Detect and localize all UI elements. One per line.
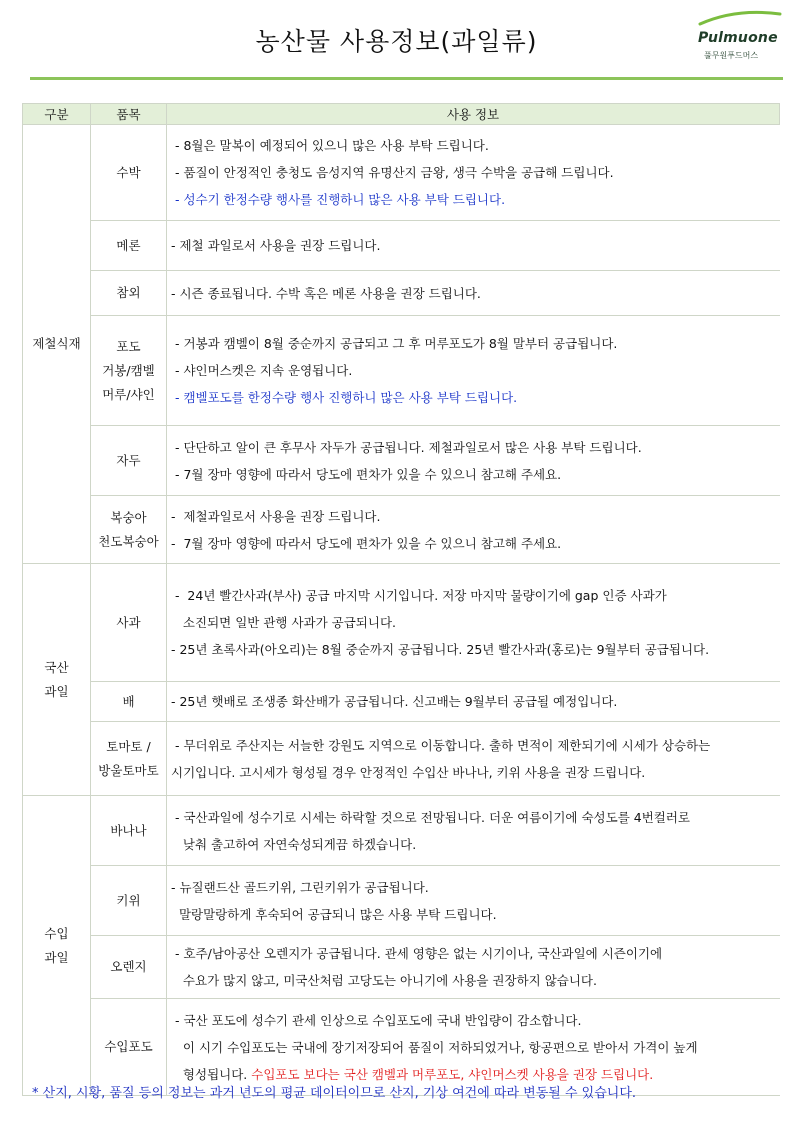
info-line	[171, 1034, 778, 1061]
table-row	[23, 221, 780, 271]
info-text: - 품질이 안정적인 충청도 음성지역 유명산지 금왕, 생극 수박을 공급해 드립니다.	[171, 165, 614, 180]
item-cell	[91, 866, 167, 936]
info-text: 수요가 많지 않고, 미국산처럼 고당도는 아니기에 사용을 권장하지 않습니다.	[171, 973, 597, 988]
info-line	[171, 132, 778, 159]
category-label: 제철식재	[32, 336, 81, 351]
info-text: - 단단하고 알이 큰 후무사 자두가 공급됩니다. 제철과일로서 많은 사용 부탁 드립니다.	[171, 439, 642, 455]
info-text: - 국산과일에 성수기로 시세는 하락할 것으로 전망됩니다. 더운 여름이기에 숙성도를 4번컬러로	[171, 809, 690, 825]
item-label: 방울토마토	[98, 762, 159, 778]
info-line	[171, 609, 778, 636]
fruit-info-table	[22, 103, 780, 1096]
info-line	[171, 461, 778, 488]
info-cell	[167, 866, 780, 936]
info-line	[171, 384, 778, 411]
item-cell	[91, 999, 167, 1096]
info-highlight-text: 수입포도 보다는 국산 캠벨과 머루포도, 샤인머스켓 사용을 권장 드립니다.	[251, 1066, 654, 1082]
header-divider	[30, 77, 783, 80]
info-cell	[167, 796, 780, 866]
info-line	[171, 901, 778, 928]
item-label: 거봉/캠벨	[102, 362, 155, 378]
item-cell	[91, 722, 167, 796]
item-label: 키위	[116, 892, 141, 908]
info-text: - 제철과일로서 사용을 권장 드립니다.	[171, 508, 381, 524]
info-text: 낮춰 출고하여 자연숙성되게끔 하겠습니다.	[171, 836, 417, 852]
info-text: - 7월 장마 영향에 따라서 당도에 편차가 있을 수 있으니 참고해 주세요.	[171, 466, 562, 482]
info-cell	[167, 125, 780, 221]
info-cell	[167, 271, 780, 316]
table-row	[23, 496, 780, 564]
info-line	[171, 688, 778, 715]
item-label: 자두	[116, 452, 141, 468]
item-cell	[91, 796, 167, 866]
table-row	[23, 866, 780, 936]
item-cell	[91, 564, 167, 682]
item-cell	[91, 936, 167, 999]
info-line	[171, 804, 778, 831]
item-label: 바나나	[110, 822, 147, 838]
info-text: 시기입니다. 고시세가 형성될 경우 안정적인 수입산 바나나, 키위 사용을 권장 드립니다.	[171, 764, 646, 780]
info-text: - 거봉과 캠벨이 8월 중순까지 공급되고 그 후 머루포도가 8월 말부터 공급됩니다.	[171, 336, 618, 351]
item-cell	[91, 125, 167, 221]
item-label: 토마토 /	[106, 738, 151, 754]
item-label: 참외	[116, 285, 141, 300]
item-cell	[91, 496, 167, 564]
info-line	[171, 582, 778, 609]
table-row	[23, 796, 780, 866]
column-header-category: 구분	[23, 104, 91, 125]
info-line	[171, 357, 778, 384]
item-label: 천도복숭아	[98, 533, 159, 549]
info-text: - 8월은 말복이 예정되어 있으니 많은 사용 부탁 드립니다.	[171, 138, 489, 153]
table-row	[23, 125, 780, 221]
info-text: - 캠벨포도를 한정수량 행사 진행하니 많은 사용 부탁 드립니다.	[171, 390, 518, 405]
info-text: 이 시기 수입포도는 국내에 장기저장되어 품질이 저하되었거나, 항공편으로 받아서 가격이 높게	[171, 1039, 698, 1055]
info-text: - 제철 과일로서 사용을 권장 드립니다.	[171, 238, 381, 253]
info-line	[171, 831, 778, 858]
info-text: - 뉴질랜드산 골드키위, 그린키위가 공급됩니다.	[171, 879, 429, 895]
brand-name: Pulmuone	[698, 30, 778, 46]
table-row	[23, 936, 780, 999]
info-text: 말랑말랑하게 후숙되어 공급되니 많은 사용 부탁 드립니다.	[171, 906, 497, 922]
info-line	[171, 232, 778, 259]
table-body	[23, 125, 780, 1096]
category-cell	[23, 564, 91, 796]
info-text: - 무더위로 주산지는 서늘한 강원도 지역으로 이동합니다. 출하 면적이 제한되기에 시세가 상승하는	[171, 737, 711, 753]
category-label: 수입	[44, 925, 69, 941]
info-line	[171, 434, 778, 461]
info-line	[171, 967, 778, 994]
info-text: - 25년 햇배로 조생종 화산배가 공급됩니다. 신고배는 9월부터 공급될 예정입니다.	[171, 694, 618, 709]
brand-logo	[696, 10, 782, 62]
info-text: 소진되면 일반 관행 사과가 공급되니다.	[171, 615, 396, 630]
brand-subname: 풀무원푸드머스	[704, 51, 759, 60]
table-header-row	[23, 104, 780, 125]
info-line	[171, 732, 778, 759]
category-label: 과일	[44, 683, 69, 699]
info-cell	[167, 426, 780, 496]
info-line	[171, 330, 778, 357]
info-cell	[167, 722, 780, 796]
item-label: 포도	[116, 338, 141, 354]
category-label: 과일	[44, 949, 69, 965]
category-label: 국산	[44, 659, 69, 675]
info-text: - 시즌 종료됩니다. 수박 혹은 메론 사용을 권장 드립니다.	[171, 285, 481, 301]
info-cell	[167, 999, 780, 1096]
footnote: * 산지, 시황, 품질 등의 정보는 과거 년도의 평균 데이터이므로 산지, 기상 여건에 따라 변동될 수 있습니다.	[32, 1086, 637, 1101]
info-text: - 25년 초록사과(아오리)는 8월 중순까지 공급됩니다. 25년 빨간사과(홍로)는 9월부터 공급됩니다.	[171, 642, 710, 657]
info-text: - 호주/남아공산 오렌지가 공급됩니다. 관세 영향은 없는 시기이나, 국산과일에 시즌이기에	[171, 946, 663, 961]
page-title: 농산물 사용정보(과일류)	[255, 27, 538, 56]
info-line	[171, 280, 778, 307]
item-cell	[91, 682, 167, 722]
info-text: 형성됩니다.	[171, 1066, 252, 1082]
info-line	[171, 874, 778, 901]
info-cell	[167, 936, 780, 999]
table-row	[23, 564, 780, 682]
info-text: - 24년 빨간사과(부사) 공급 마지막 시기입니다. 저장 마지막 물량이기에 gap 인증 사과가	[171, 588, 667, 603]
item-label: 수입포도	[104, 1039, 153, 1054]
table-row	[23, 426, 780, 496]
table-row	[23, 722, 780, 796]
item-cell	[91, 316, 167, 426]
item-cell	[91, 426, 167, 496]
item-label: 오렌지	[110, 959, 147, 974]
info-cell	[167, 316, 780, 426]
category-cell	[23, 125, 91, 564]
info-line	[171, 186, 778, 213]
info-cell	[167, 682, 780, 722]
info-text: - 샤인머스켓은 지속 운영됩니다.	[171, 363, 353, 378]
item-label: 수박	[116, 164, 141, 180]
info-cell	[167, 564, 780, 682]
item-cell	[91, 271, 167, 316]
table-row	[23, 271, 780, 316]
column-header-info: 사용 정보	[167, 104, 780, 125]
item-label: 배	[122, 693, 135, 709]
info-line	[171, 636, 778, 663]
item-label: 머루/샤인	[102, 386, 155, 402]
column-header-item: 품목	[91, 104, 167, 125]
category-cell	[23, 796, 91, 1096]
item-cell	[91, 221, 167, 271]
info-text: - 7월 장마 영향에 따라서 당도에 편차가 있을 수 있으니 참고해 주세요.	[171, 535, 562, 551]
logo-swoosh-icon	[696, 10, 782, 30]
item-label: 복숭아	[110, 509, 147, 525]
table-row	[23, 316, 780, 426]
info-line	[171, 1007, 778, 1034]
info-line	[171, 530, 778, 557]
item-label: 사과	[116, 614, 141, 630]
info-line	[171, 503, 778, 530]
info-cell	[167, 221, 780, 271]
table-row	[23, 999, 780, 1096]
item-label: 메론	[116, 237, 141, 253]
info-cell	[167, 496, 780, 564]
info-line	[171, 759, 778, 786]
info-text: - 국산 포도에 성수기 관세 인상으로 수입포도에 국내 반입량이 감소합니다.	[171, 1012, 582, 1028]
table-row	[23, 682, 780, 722]
info-text: - 성수기 한정수량 행사를 진행하니 많은 사용 부탁 드립니다.	[171, 192, 506, 207]
info-line	[171, 940, 778, 967]
info-line	[171, 159, 778, 186]
